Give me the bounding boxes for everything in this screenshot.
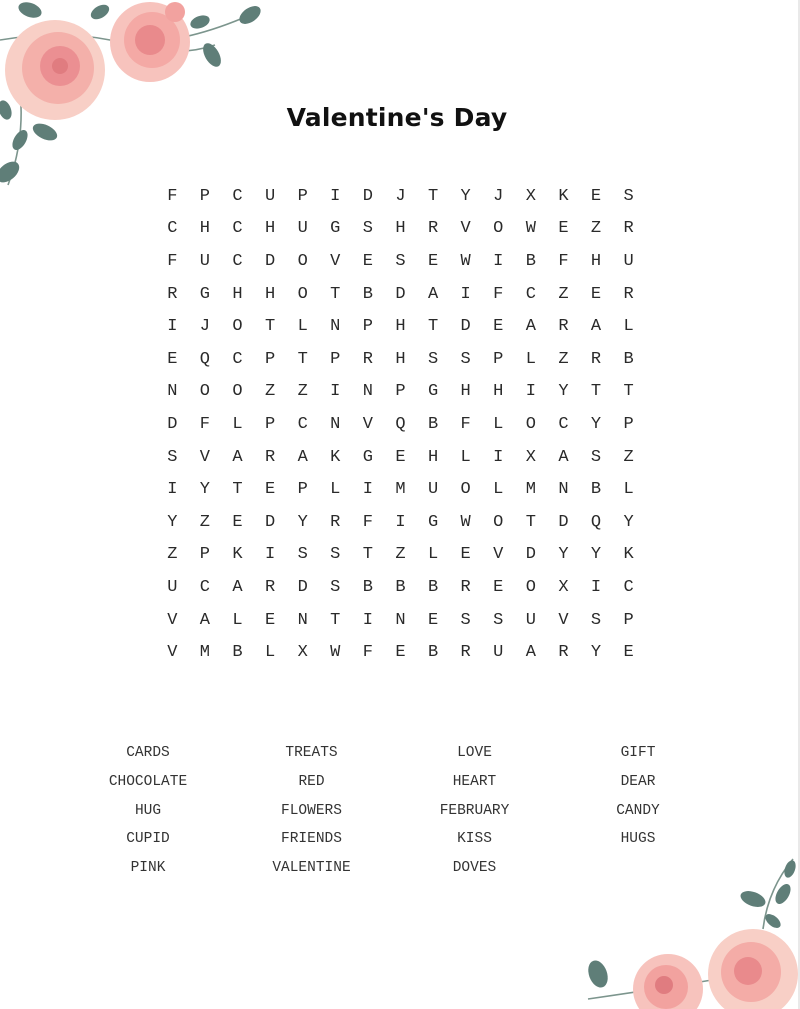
grid-cell: Z bbox=[590, 219, 602, 239]
grid-cell: C bbox=[232, 349, 243, 369]
grid-cell: L bbox=[297, 317, 308, 337]
grid-cell: H bbox=[264, 284, 276, 304]
grid-cell: L bbox=[525, 349, 536, 369]
grid-cell: P bbox=[362, 317, 373, 337]
word-list-item: CANDY bbox=[616, 802, 660, 819]
grid-cell: E bbox=[167, 349, 178, 369]
grid-cell: Y bbox=[460, 186, 471, 206]
grid-cell: U bbox=[493, 643, 504, 663]
word-list-item: CUPID bbox=[126, 831, 170, 848]
grid-cell: H bbox=[232, 284, 243, 304]
grid-cell: O bbox=[232, 317, 243, 337]
grid-cell: S bbox=[623, 186, 634, 206]
grid-cell: Z bbox=[264, 382, 276, 402]
grid-cell: Z bbox=[558, 349, 569, 369]
grid-cell: Y bbox=[297, 512, 308, 532]
grid-cell: Q bbox=[590, 512, 602, 532]
grid-cell: P bbox=[264, 414, 276, 434]
grid-cell: N bbox=[362, 382, 373, 402]
grid-cell: P bbox=[395, 382, 406, 402]
grid-cell: S bbox=[460, 610, 471, 630]
grid-cell: E bbox=[558, 219, 569, 239]
grid-cell: A bbox=[525, 643, 536, 663]
grid-cell: G bbox=[427, 512, 439, 532]
grid-cell: P bbox=[493, 349, 504, 369]
grid-cell: O bbox=[460, 480, 471, 500]
grid-cell: L bbox=[493, 414, 504, 434]
grid-cell: C bbox=[232, 186, 243, 206]
grid-cell: A bbox=[199, 610, 210, 630]
grid-cell: R bbox=[558, 643, 569, 663]
grid-cell: U bbox=[525, 610, 536, 630]
grid-cell: S bbox=[460, 349, 471, 369]
word-list bbox=[66, 739, 720, 883]
word-list-item: FEBRUARY bbox=[439, 802, 510, 819]
grid-cell: H bbox=[590, 251, 602, 271]
grid-cell: K bbox=[232, 545, 243, 565]
grid-cell: P bbox=[623, 610, 634, 630]
grid-cell: V bbox=[493, 545, 504, 565]
grid-cell: D bbox=[460, 317, 471, 337]
grid-cell: B bbox=[362, 577, 373, 597]
grid-cell: A bbox=[427, 284, 439, 304]
word-list-item: CARDS bbox=[126, 745, 170, 761]
grid-cell: A bbox=[525, 317, 536, 337]
grid-cell: R bbox=[460, 577, 471, 597]
grid-cell: P bbox=[297, 480, 308, 500]
grid-cell: R bbox=[167, 284, 178, 304]
grid-cell: A bbox=[558, 447, 569, 467]
grid-cell: R bbox=[264, 577, 276, 597]
grid-cell: V bbox=[460, 219, 471, 239]
grid-cell: R bbox=[590, 349, 602, 369]
word-list-item: RED bbox=[298, 773, 325, 790]
grid-cell: L bbox=[623, 480, 634, 500]
word-list-item: HUG bbox=[134, 802, 162, 819]
grid-cell: S bbox=[590, 610, 602, 630]
grid-cell: D bbox=[297, 577, 308, 597]
grid-cell: X bbox=[297, 643, 308, 663]
grid-cell: Z bbox=[297, 382, 308, 402]
word-list-item: HEART bbox=[452, 773, 497, 790]
grid-cell: B bbox=[232, 643, 243, 663]
grid-cell: I bbox=[493, 447, 504, 467]
grid-cell: I bbox=[167, 480, 178, 500]
grid-cell: E bbox=[493, 317, 504, 337]
grid-cell: Y bbox=[167, 512, 178, 532]
grid-cell: T bbox=[330, 284, 341, 304]
grid-cell: V bbox=[330, 251, 341, 271]
grid-cell: E bbox=[264, 480, 276, 500]
grid-cell: I bbox=[330, 186, 341, 206]
grid-cell: B bbox=[525, 251, 536, 271]
grid-cell: A bbox=[232, 577, 243, 597]
grid-cell: Y bbox=[623, 512, 634, 532]
grid-cell: P bbox=[264, 349, 276, 369]
grid-cell: V bbox=[362, 414, 373, 434]
grid-cell: G bbox=[330, 219, 341, 239]
grid-cell: C bbox=[623, 577, 634, 597]
grid-cell: Q bbox=[395, 414, 406, 434]
grid-cell: N bbox=[558, 480, 569, 500]
grid-cell: G bbox=[362, 447, 373, 467]
grid-cell: C bbox=[558, 414, 569, 434]
grid-cell: K bbox=[558, 186, 569, 206]
word-list-item: CHOCOLATE bbox=[108, 773, 188, 790]
grid-cell: B bbox=[427, 643, 439, 663]
grid-cell: O bbox=[297, 284, 308, 304]
grid-cell: B bbox=[623, 349, 634, 369]
grid-cell: C bbox=[199, 577, 210, 597]
grid-cell: O bbox=[525, 577, 536, 597]
grid-cell: X bbox=[525, 186, 536, 206]
grid-cell: N bbox=[297, 610, 308, 630]
grid-cell: D bbox=[525, 545, 536, 565]
word-list-item: FRIENDS bbox=[281, 831, 342, 848]
grid-cell: O bbox=[493, 219, 504, 239]
grid-cell: R bbox=[264, 447, 276, 467]
rose-bouquet-icon bbox=[0, 0, 270, 200]
grid-cell: E bbox=[460, 545, 471, 565]
grid-cell: E bbox=[264, 610, 276, 630]
word-list-item: HUGS bbox=[620, 831, 656, 848]
grid-cell: A bbox=[297, 447, 308, 467]
grid-cell: O bbox=[199, 382, 210, 402]
grid-cell: A bbox=[590, 317, 602, 337]
grid-cell: P bbox=[623, 414, 634, 434]
grid-cell: R bbox=[558, 317, 569, 337]
grid-cell: H bbox=[395, 349, 406, 369]
grid-cell: G bbox=[199, 284, 210, 304]
grid-cell: T bbox=[427, 186, 439, 206]
grid-cell: U bbox=[264, 186, 276, 206]
grid-cell: H bbox=[264, 219, 276, 239]
grid-cell: F bbox=[167, 251, 178, 271]
grid-cell: I bbox=[167, 317, 178, 337]
grid-cell: U bbox=[199, 251, 210, 271]
grid-cell: H bbox=[199, 219, 210, 239]
grid-cell: B bbox=[427, 577, 439, 597]
grid-cell: I bbox=[460, 284, 471, 304]
grid-cell: E bbox=[623, 643, 634, 663]
grid-cell: L bbox=[460, 447, 471, 467]
grid-cell: O bbox=[297, 251, 308, 271]
grid-cell: F bbox=[558, 251, 569, 271]
grid-cell: W bbox=[330, 643, 341, 663]
grid-cell: R bbox=[460, 643, 471, 663]
grid-cell: C bbox=[525, 284, 536, 304]
grid-cell: J bbox=[199, 317, 210, 337]
grid-cell: I bbox=[493, 251, 504, 271]
grid-cell: W bbox=[460, 251, 471, 271]
grid-cell: G bbox=[427, 382, 439, 402]
grid-cell: S bbox=[590, 447, 602, 467]
grid-cell: Z bbox=[558, 284, 569, 304]
grid-cell: T bbox=[330, 610, 341, 630]
grid-cell: L bbox=[623, 317, 634, 337]
letter-grid bbox=[156, 180, 645, 669]
grid-cell: T bbox=[297, 349, 308, 369]
grid-cell: C bbox=[297, 414, 308, 434]
grid-cell: F bbox=[493, 284, 504, 304]
grid-cell: Z bbox=[395, 545, 406, 565]
grid-cell: L bbox=[493, 480, 504, 500]
grid-cell: T bbox=[427, 317, 439, 337]
grid-cell: T bbox=[232, 480, 243, 500]
grid-cell: D bbox=[264, 512, 276, 532]
grid-cell: E bbox=[427, 251, 439, 271]
grid-cell: D bbox=[395, 284, 406, 304]
grid-cell: D bbox=[167, 414, 178, 434]
grid-cell: F bbox=[362, 512, 373, 532]
word-list-item: KISS bbox=[457, 831, 492, 848]
word-list-item: VALENTINE bbox=[272, 860, 351, 877]
grid-cell: V bbox=[558, 610, 569, 630]
grid-cell: B bbox=[362, 284, 373, 304]
grid-cell: Y bbox=[590, 643, 602, 663]
grid-cell: D bbox=[264, 251, 276, 271]
grid-cell: W bbox=[460, 512, 471, 532]
grid-cell: Y bbox=[558, 545, 569, 565]
grid-cell: R bbox=[330, 512, 341, 532]
grid-cell: S bbox=[493, 610, 504, 630]
grid-cell: S bbox=[362, 219, 373, 239]
grid-cell: S bbox=[330, 577, 341, 597]
grid-cell: I bbox=[330, 382, 341, 402]
grid-cell: M bbox=[199, 643, 210, 663]
grid-cell: Y bbox=[558, 382, 569, 402]
grid-cell: C bbox=[167, 219, 178, 239]
word-list-item: FLOWERS bbox=[281, 802, 342, 819]
grid-cell: Z bbox=[167, 545, 178, 565]
word-list-item: DEAR bbox=[620, 773, 656, 790]
grid-cell: H bbox=[427, 447, 439, 467]
grid-cell: L bbox=[330, 480, 341, 500]
grid-cell: H bbox=[493, 382, 504, 402]
grid-cell: Z bbox=[199, 512, 210, 532]
grid-cell: S bbox=[427, 349, 439, 369]
grid-cell: L bbox=[427, 545, 439, 565]
word-list-item: DOVES bbox=[452, 860, 497, 877]
grid-cell: T bbox=[623, 382, 634, 402]
grid-cell: Y bbox=[199, 480, 210, 500]
grid-cell: D bbox=[558, 512, 569, 532]
grid-cell: E bbox=[427, 610, 439, 630]
grid-cell: X bbox=[525, 447, 536, 467]
grid-cell: F bbox=[362, 643, 373, 663]
grid-cell: E bbox=[362, 251, 373, 271]
grid-cell: K bbox=[623, 545, 634, 565]
grid-cell: R bbox=[427, 219, 439, 239]
grid-cell: O bbox=[232, 382, 243, 402]
grid-cell: U bbox=[167, 577, 178, 597]
grid-cell: N bbox=[330, 317, 341, 337]
word-list-item: LOVE bbox=[457, 745, 492, 761]
grid-cell: W bbox=[525, 219, 536, 239]
grid-cell: N bbox=[395, 610, 406, 630]
grid-cell: T bbox=[525, 512, 536, 532]
grid-cell: J bbox=[493, 186, 504, 206]
grid-cell: R bbox=[362, 349, 373, 369]
grid-cell: S bbox=[167, 447, 178, 467]
grid-cell: N bbox=[167, 382, 178, 402]
grid-cell: I bbox=[590, 577, 602, 597]
grid-cell: T bbox=[590, 382, 602, 402]
grid-cell: E bbox=[232, 512, 243, 532]
grid-cell: O bbox=[493, 512, 504, 532]
grid-cell: Z bbox=[623, 447, 634, 467]
grid-cell: E bbox=[590, 186, 602, 206]
grid-cell: V bbox=[167, 643, 178, 663]
grid-cell: P bbox=[330, 349, 341, 369]
grid-cell: V bbox=[199, 447, 210, 467]
grid-cell: Y bbox=[590, 414, 602, 434]
grid-cell: C bbox=[232, 219, 243, 239]
grid-cell: T bbox=[362, 545, 373, 565]
grid-cell: M bbox=[525, 480, 536, 500]
page-title: Valentine's Day bbox=[286, 103, 508, 132]
grid-cell: F bbox=[167, 186, 178, 206]
grid-cell: R bbox=[623, 284, 634, 304]
word-list-item: TREATS bbox=[285, 745, 338, 761]
grid-cell: B bbox=[395, 577, 406, 597]
word-list-item: PINK bbox=[130, 860, 166, 877]
grid-cell: L bbox=[264, 643, 276, 663]
grid-cell: E bbox=[395, 643, 406, 663]
grid-cell: V bbox=[167, 610, 178, 630]
grid-cell: I bbox=[362, 480, 373, 500]
grid-cell: B bbox=[427, 414, 439, 434]
grid-cell: E bbox=[493, 577, 504, 597]
grid-cell: S bbox=[330, 545, 341, 565]
grid-cell: T bbox=[264, 317, 276, 337]
grid-cell: B bbox=[590, 480, 602, 500]
grid-cell: K bbox=[330, 447, 341, 467]
grid-cell: S bbox=[297, 545, 308, 565]
grid-cell: P bbox=[199, 186, 210, 206]
grid-cell: I bbox=[362, 610, 373, 630]
grid-cell: E bbox=[395, 447, 406, 467]
word-list-item: GIFT bbox=[620, 745, 656, 761]
grid-cell: R bbox=[623, 219, 634, 239]
grid-cell: L bbox=[232, 610, 243, 630]
grid-cell: L bbox=[232, 414, 243, 434]
grid-cell: U bbox=[427, 480, 439, 500]
grid-cell: I bbox=[395, 512, 406, 532]
grid-cell: U bbox=[297, 219, 308, 239]
grid-cell: H bbox=[460, 382, 471, 402]
grid-cell: E bbox=[590, 284, 602, 304]
grid-cell: M bbox=[395, 480, 406, 500]
grid-cell: F bbox=[199, 414, 210, 434]
grid-cell: N bbox=[330, 414, 341, 434]
grid-cell: A bbox=[232, 447, 243, 467]
grid-cell: P bbox=[297, 186, 308, 206]
grid-cell: F bbox=[460, 414, 471, 434]
grid-cell: P bbox=[199, 545, 210, 565]
grid-cell: H bbox=[395, 317, 406, 337]
grid-cell: X bbox=[558, 577, 569, 597]
grid-cell: I bbox=[525, 382, 536, 402]
grid-cell: I bbox=[264, 545, 276, 565]
grid-cell: U bbox=[623, 251, 634, 271]
grid-cell: C bbox=[232, 251, 243, 271]
grid-cell: S bbox=[395, 251, 406, 271]
grid-cell: H bbox=[395, 219, 406, 239]
grid-cell: D bbox=[362, 186, 373, 206]
grid-cell: Q bbox=[199, 349, 210, 369]
grid-cell: Y bbox=[590, 545, 602, 565]
grid-cell: J bbox=[395, 186, 406, 206]
grid-cell: O bbox=[525, 414, 536, 434]
